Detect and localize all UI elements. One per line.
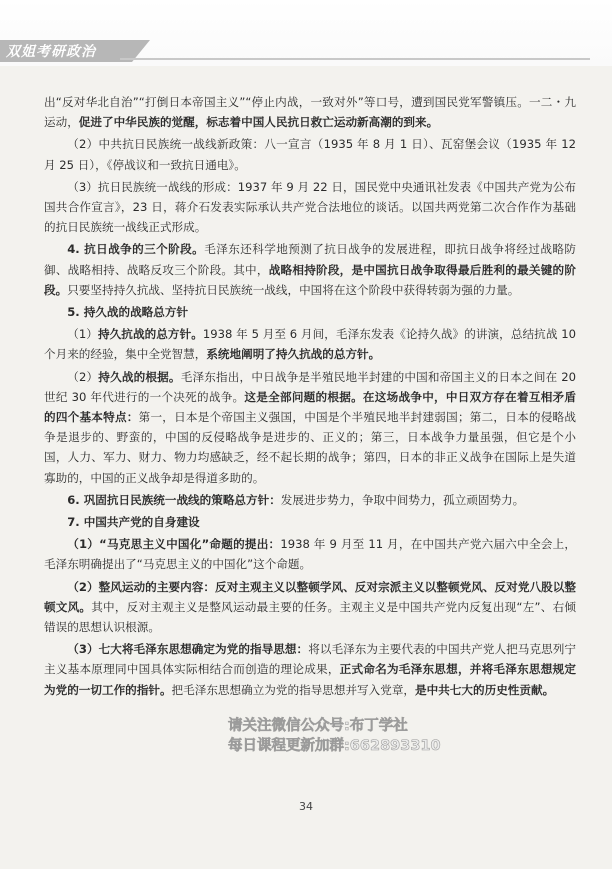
section-6-heading: 6. 巩固抗日民族统一战线的策略总方针： <box>67 492 281 507</box>
page-number: 34 <box>299 800 313 813</box>
header-rule <box>120 58 590 60</box>
watermark-line-1: 请关注微信公众号:布丁学社 <box>228 718 408 734</box>
section-7-item-1: （1）“马克思主义中国化”命题的提出：1938 年 9 月至 11 月，在中国共产党六届六中全会上，毛泽东明确提出了“马克思主义的中国化”这个命题。 <box>44 537 577 572</box>
section-7-item-3: （3）七大将毛泽东思想确定为党的指导思想：将以毛泽东为主要代表的中国共产党人把马克思列宁主义基本原理同中国具体实际相结合而创造的理论成果，正式命名为毛泽东思想，并将毛泽东思想规定为党的一切工作的指针。把毛泽东思想确立为党的指导思想并写入党章，是中共七大的历史性贡献。 <box>44 642 576 697</box>
page-content <box>44 92 576 702</box>
section-7-item-2: （2）整风运动的主要内容：反对主观主义以整顿学风、反对宗派主义以整顿党风、反对党八股以整顿文风。其中，反对主观主义是整风运动最主要的任务。主观主义是中国共产党内反复出现“左”、右倾错误的思想认识根源。 <box>44 579 576 635</box>
united-front-formation-paragraph: （3）抗日民族统一战线的形成：1937 年 9 月 22 日，国民党中央通讯社发表《中国共产党为公布国共合作宣言》，23 日，蒋介石发表实际承认共产党合法地位的谈话。以国共两党第二次合作作为基础的抗日民族统一战线正式形成。 <box>44 179 576 235</box>
page-header-banner <box>0 0 612 66</box>
section-4-heading: 4. 抗日战争的三个阶段。 <box>67 242 205 257</box>
section-5-item-1: （1）持久抗战的总方针。1938 年 5 月至 6 月间，毛泽东发表《论持久战》的讲演，总结抗战 10 个月来的经验，集中全党智慧，系统地阐明了持久抗战的总方针。 <box>44 327 576 362</box>
section-6-paragraph: 6. 巩固抗日民族统一战线的策略总方针：发展进步势力，争取中间势力，孤立顽固势力。 <box>67 492 525 507</box>
section-5-item-2: （2）持久战的根据。毛泽东指出，中日战争是半殖民地半封建的中国和帝国主义的日本之间在 20 世纪 30 年代进行的一个决死的战争。这是全部问题的根据。在这场战争中，中日双方存在着互相矛盾的四个基本特点：第一，日本是个帝国主义强国，中国是个半殖民地半封建弱国；第二，日本的侵略战争是退步的、野蛮的，中国的反侵略战争是进步的、正义的；第三，日本战争力量虽强，但它是个小国，人力、军力、财力、物力均感缺乏，经不起长期的战争；第四，日本的非正义战争在国际上是失道寡助的，中国的正义战争却是得道多助的。 <box>44 369 577 485</box>
section-5-heading: 5. 持久战的战略总方针 <box>67 305 189 320</box>
intro-paragraph: 出“反对华北自治”“打倒日本帝国主义”“停止内战，一致对外”等口号，遭到国民党军警镇压。一二・九运动，促进了中华民族的觉醒，标志着中国人民抗日救亡运动新高潮的到来。 <box>44 95 576 130</box>
watermark-line-2: 每日课程更新加群:662893310 <box>228 738 441 754</box>
watermark-overlay <box>228 716 528 756</box>
section-4-paragraph: 4. 抗日战争的三个阶段。毛泽东还科学地预测了抗日战争的发展进程，即抗日战争将经过战略防御、战略相持、战略反攻三个阶段。其中，战略相持阶段，是中国抗日战争取得最后胜利的最关键的阶段。只要坚持持久抗战、坚持抗日民族统一战线，中国将在这个阶段中获得转弱为强的力量。 <box>44 242 576 297</box>
header-title: 双姐考研政治 <box>6 44 96 60</box>
section-7-heading: 7. 中国共产党的自身建设 <box>67 515 200 530</box>
united-front-policy-paragraph: （2）中共抗日民族统一战线新政策：八一宣言（1935 年 8 月 1 日）、瓦窑堡会议（1935 年 12 月 25 日），《停战议和一致抗日通电》。 <box>44 137 576 172</box>
